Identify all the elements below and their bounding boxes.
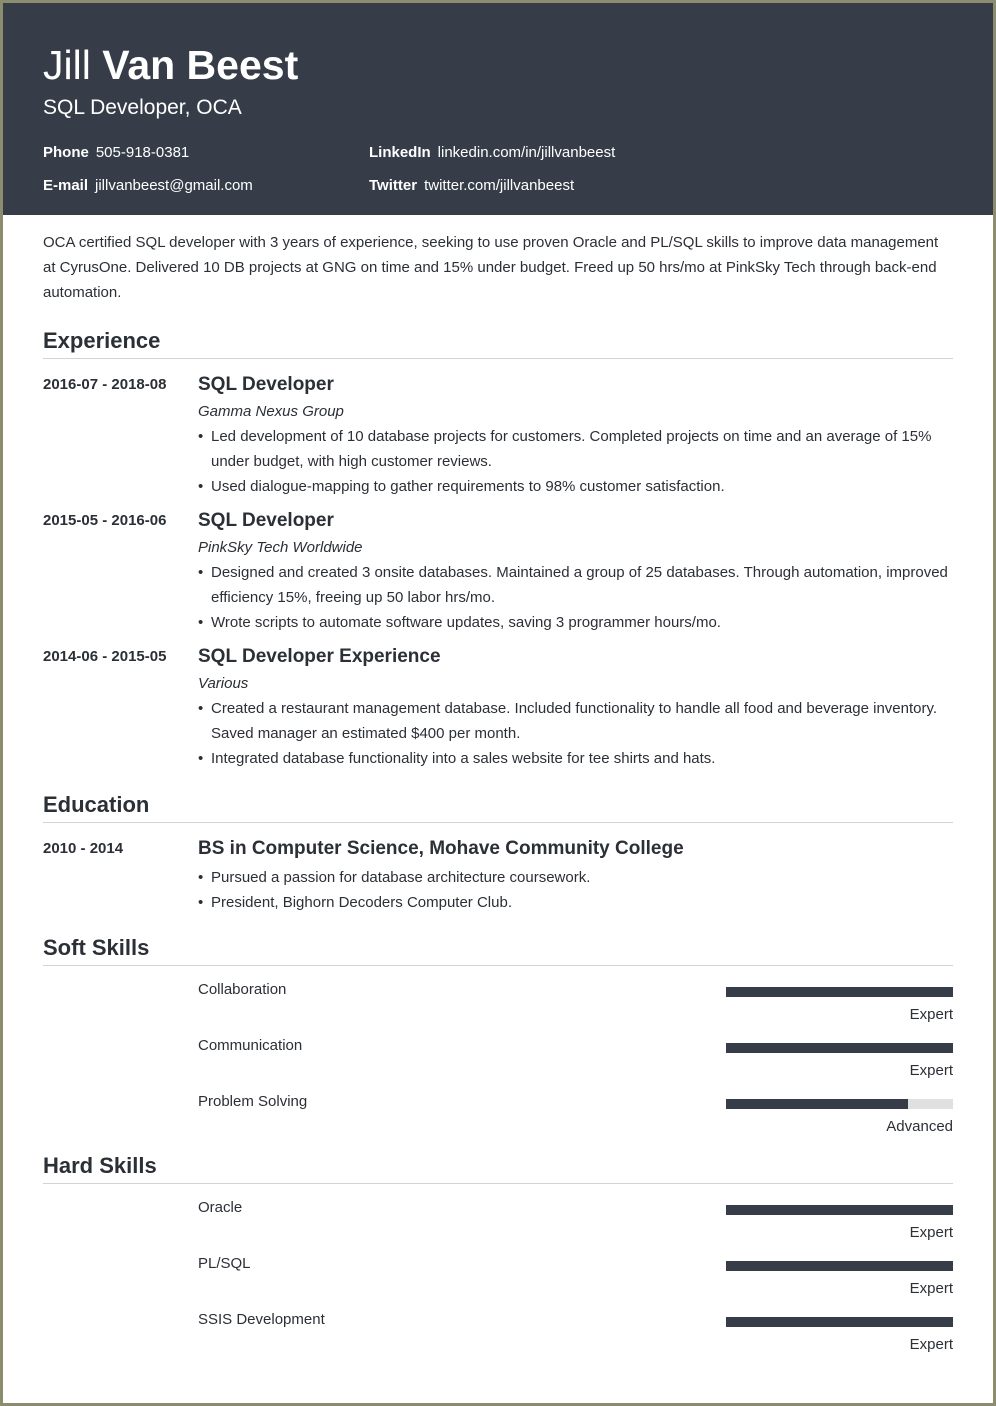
skill-item	[43, 980, 953, 1036]
email-label: E-mail	[43, 177, 89, 194]
hard-skills-list	[43, 1198, 953, 1366]
twitter-value: twitter.com/jillvanbeest	[424, 177, 575, 194]
job-bullets	[198, 560, 953, 635]
linkedin-label: LinkedIn	[369, 144, 431, 161]
email-contact	[43, 176, 369, 195]
candidate-name	[43, 41, 953, 89]
skill-item	[43, 1310, 953, 1366]
skill-level: Expert	[909, 1224, 953, 1241]
skill-level-bar	[726, 1099, 953, 1109]
job-dates: 2014-06 - 2015-05	[43, 648, 167, 665]
job-position: SQL Developer Experience	[198, 646, 441, 667]
email-value: jillvanbeest@gmail.com	[95, 177, 253, 194]
job-entry	[43, 645, 953, 771]
job-entry	[43, 373, 953, 499]
contact-info	[43, 143, 953, 195]
twitter-label: Twitter	[369, 177, 418, 194]
phone-value: 505-918-0381	[95, 144, 190, 161]
skill-level: Expert	[909, 1336, 953, 1353]
education-entry	[43, 837, 953, 915]
experience-heading: Experience	[43, 327, 953, 359]
skill-name: SSIS Development	[198, 1311, 325, 1328]
degree-title: BS in Computer Science, Mohave Community College	[198, 838, 684, 859]
skill-level-bar	[726, 1261, 953, 1271]
job-entry	[43, 509, 953, 635]
summary-text: OCA certified SQL developer with 3 years of experience, seeking to use proven Oracle and PL/SQL skills to improve data management at CyrusOne. Delivered 10 DB projects at GNG on time and 15% under budget. Freed up 50 hrs/mo at PinkSky Tech through back-end automation.	[43, 234, 939, 301]
resume-header	[3, 3, 993, 215]
bullet-item: • Pursued a passion for database architecture coursework.	[198, 865, 953, 890]
skill-level: Expert	[909, 1062, 953, 1079]
phone-label: Phone	[43, 144, 89, 161]
education-heading: Education	[43, 791, 953, 823]
hard-skills-heading: Hard Skills	[43, 1152, 953, 1184]
job-company: Various	[198, 675, 249, 692]
bullet-item: • President, Bighorn Decoders Computer Club.	[198, 890, 953, 915]
bullet-item: • Led development of 10 database projects for customers. Completed projects on time and an average of 15% under budget, with high customer reviews.	[198, 424, 953, 474]
soft-skills-list	[43, 980, 953, 1148]
education-dates: 2010 - 2014	[43, 840, 124, 857]
skill-name: PL/SQL	[198, 1255, 251, 1272]
skill-name: Problem Solving	[198, 1093, 308, 1110]
skill-level-bar	[726, 987, 953, 997]
bullet-item: • Designed and created 3 onsite databases. Maintained a group of 25 databases. Through automation, improved efficiency 15%, freeing up 50 labor hrs/mo.	[198, 560, 953, 610]
last-name: Van Beest	[102, 42, 299, 88]
job-company: PinkSky Tech Worldwide	[198, 539, 363, 556]
experience-list	[43, 373, 953, 771]
linkedin-contact	[369, 143, 953, 162]
twitter-contact	[369, 176, 953, 195]
job-bullets	[198, 424, 953, 499]
first-name: Jill	[43, 42, 91, 88]
bullet-item: • Wrote scripts to automate software updates, saving 3 programmer hours/mo.	[198, 610, 953, 635]
skill-level: Advanced	[886, 1118, 953, 1135]
linkedin-value: linkedin.com/in/jillvanbeest	[437, 144, 616, 161]
bullet-item: • Used dialogue-mapping to gather requirements to 98% customer satisfaction.	[198, 474, 953, 499]
resume-page	[3, 3, 993, 1403]
skill-item	[43, 1092, 953, 1148]
skill-level: Expert	[909, 1006, 953, 1023]
skill-level-bar	[726, 1317, 953, 1327]
bullet-item: • Created a restaurant management database. Included functionality to handle all food and beverage inventory. Saved manager an estimated $400 per month.	[198, 696, 953, 746]
soft-skills-heading: Soft Skills	[43, 934, 953, 966]
job-dates: 2015-05 - 2016-06	[43, 512, 167, 529]
job-company: Gamma Nexus Group	[198, 403, 344, 420]
skill-level-bar	[726, 1043, 953, 1053]
job-title: SQL Developer, OCA	[43, 96, 242, 119]
skill-name: Communication	[198, 1037, 303, 1054]
resume-content	[3, 230, 993, 1366]
skill-item	[43, 1254, 953, 1310]
skill-level: Expert	[909, 1280, 953, 1297]
skill-item	[43, 1198, 953, 1254]
phone-contact	[43, 143, 369, 162]
job-dates: 2016-07 - 2018-08	[43, 376, 167, 393]
job-bullets	[198, 696, 953, 771]
job-position: SQL Developer	[198, 374, 334, 395]
bullet-item: • Integrated database functionality into a sales website for tee shirts and hats.	[198, 746, 953, 771]
skill-name: Oracle	[198, 1199, 243, 1216]
skill-name: Collaboration	[198, 981, 287, 998]
job-position: SQL Developer	[198, 510, 334, 531]
skill-item	[43, 1036, 953, 1092]
education-bullets	[198, 865, 953, 915]
skill-level-bar	[726, 1205, 953, 1215]
